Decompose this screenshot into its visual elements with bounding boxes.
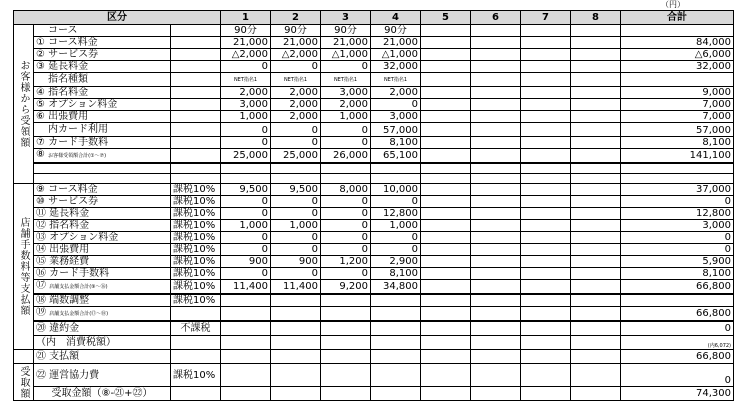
row-total: 5,900 <box>621 256 734 268</box>
table-row <box>14 350 734 364</box>
header-col-5: 5 <box>421 11 471 25</box>
table-row: 指名種類 NET指名1 NET指名1 NET指名1 NET指名1 <box>14 73 734 87</box>
table-row: 内カード利用 0 0 0 57,000 57,000 <box>14 123 734 137</box>
table-row <box>14 336 734 350</box>
table-row: ⑪ 延長料金 課税10% 0 0 0 12,800 12,800 <box>14 208 734 220</box>
row-total: 8,100 <box>621 137 734 149</box>
table-row: ④ 指名料金 2,000 2,000 3,000 2,000 9,000 <box>14 87 734 99</box>
table-row: ⑧ お客様受領額合計(①～⑦) 25,000 25,000 26,000 65,100 141,100 <box>14 149 734 164</box>
row-total: 0 <box>621 321 734 336</box>
row-label: ② サービス券 <box>34 49 171 61</box>
row-label: ③ 延長料金 <box>34 61 171 73</box>
row-total: 0 <box>621 244 734 256</box>
table-row: ② サービス券 △2,000 △2,000 △1,000 △1,000 △6,000 <box>14 49 734 61</box>
tax-label: 課税10% <box>171 256 221 268</box>
tax-note: (内6,072) <box>707 343 732 349</box>
row-total: 9,000 <box>621 87 734 99</box>
row-total: 66,800 <box>621 307 734 322</box>
final-label: 受取金額（⑧-㉑+㉒） <box>34 387 171 401</box>
table-row <box>14 364 734 387</box>
tax-label: 課税10% <box>171 280 221 295</box>
table-row: ⑫ 指名料金 課税10% 1,000 1,000 0 1,000 3,000 <box>14 220 734 232</box>
tax-label: 課税10% <box>171 220 221 232</box>
tax-label: 課税10% <box>171 208 221 220</box>
row-label: ⑭ 出張費用 <box>34 244 171 256</box>
table-row: ⑮ 業務経費 課税10% 900 900 1,200 2,900 5,900 <box>14 256 734 268</box>
tax-label: 課税10% <box>171 184 221 196</box>
row-total: 0 <box>621 232 734 244</box>
tax-label: 課税10% <box>171 232 221 244</box>
header-col-2: 2 <box>271 11 321 25</box>
row-total: 12,800 <box>621 208 734 220</box>
row-total: 84,000 <box>621 37 734 49</box>
row-label: ⑧ お客様受領額合計(①～⑦) <box>34 149 171 164</box>
row-label: 指名種類 <box>34 73 171 87</box>
header-col-3: 3 <box>321 11 371 25</box>
header-col-8: 8 <box>571 11 621 25</box>
row-label: ⑬ オプション料金 <box>34 232 171 244</box>
header-total: 合計 <box>621 11 734 25</box>
row-label: ⑮ 業務経費 <box>34 256 171 268</box>
side-label-receive-amount: 受取額 <box>14 364 34 401</box>
row-label: ⑤ オプション料金 <box>34 99 171 111</box>
tax-label: 不課税 <box>171 321 221 336</box>
row-total: 32,000 <box>621 61 734 73</box>
row-label: ⑪ 延長料金 <box>34 208 171 220</box>
header-kubun: 区分 <box>14 11 221 25</box>
header-col-4: 4 <box>371 11 421 25</box>
unit-label: （円） <box>661 0 685 9</box>
row-total: △6,000 <box>621 49 734 61</box>
row-total: 141,100 <box>621 149 734 164</box>
row-label: ⑥ 出張費用 <box>34 111 171 123</box>
row-total: 57,000 <box>621 123 734 137</box>
side-label-pay: 店舗手数料等支払額 <box>14 184 34 350</box>
tax-label: 課税10% <box>171 244 221 256</box>
table-row: ① コース料金 21,000 21,000 21,000 21,000 84,000 <box>14 37 734 49</box>
side-label-receive: お客様から受領額 <box>14 25 34 184</box>
row-total: 0 <box>621 364 734 387</box>
row-total: 7,000 <box>621 111 734 123</box>
table-row: お客様から受領額 コース 90分 90分 90分 90分 <box>14 25 734 37</box>
row-label: ⑨ コース料金 <box>34 184 171 196</box>
row-total: 66,800 <box>621 280 734 295</box>
header-row <box>14 11 734 25</box>
row-label: ⑲ 店舗支払金額合計(⑰～⑱) <box>34 307 171 322</box>
header-col-1: 1 <box>221 11 271 25</box>
table-row: ⑥ 出張費用 1,000 2,000 1,000 3,000 7,000 <box>14 111 734 123</box>
row-label: ④ 指名料金 <box>34 87 171 99</box>
row-label: コース <box>34 25 171 37</box>
row-label: ⑳ 違約金 <box>34 321 171 336</box>
row-total: 8,100 <box>621 268 734 280</box>
row-total: 0 <box>621 196 734 208</box>
table-row: ⑦ カード手数料 0 0 0 8,100 8,100 <box>14 137 734 149</box>
row-label: 内カード利用 <box>34 123 171 137</box>
table-row: ⑯ カード手数料 課税10% 0 0 0 8,100 8,100 <box>14 268 734 280</box>
spacer-row <box>14 174 734 184</box>
row-label: ㉒ 運営協力費 <box>34 364 171 387</box>
table-row: ⑩ サービス券 課税10% 0 0 0 0 0 <box>14 196 734 208</box>
tax-label: 課税10% <box>171 364 221 387</box>
table-row: ⑭ 出張費用 課税10% 0 0 0 0 0 <box>14 244 734 256</box>
table-row <box>14 294 734 307</box>
row-label: （内 消費税額） <box>34 336 171 350</box>
row-label: ㉑ 支払額 <box>34 350 171 364</box>
row-label: ⑩ サービス券 <box>34 196 171 208</box>
row-total: 3,000 <box>621 220 734 232</box>
table-row <box>14 321 734 336</box>
table-row: ⑰ 店舗支払金額合計(⑨～⑯) 課税10% 11,400 11,400 9,200 34,800 66,800 <box>14 280 734 295</box>
table-row: ⑬ オプション料金 課税10% 0 0 0 0 0 <box>14 232 734 244</box>
row-total: 37,000 <box>621 184 734 196</box>
table-row: 店舗手数料等支払額 ⑨ コース料金 課税10% 9,500 9,500 8,000 10,000 37,000 <box>14 184 734 196</box>
header-col-6: 6 <box>471 11 521 25</box>
tax-label: 課税10% <box>171 196 221 208</box>
row-label: ⑦ カード手数料 <box>34 137 171 149</box>
header-col-7: 7 <box>521 11 571 25</box>
table-row: ③ 延長料金 0 0 0 32,000 32,000 <box>14 61 734 73</box>
final-total: 74,300 <box>621 387 734 401</box>
tax-label: 課税10% <box>171 294 221 307</box>
row-label: ⑫ 指名料金 <box>34 220 171 232</box>
row-label: ⑰ 店舗支払金額合計(⑨～⑯) <box>34 280 171 295</box>
row-total: 66,800 <box>621 350 734 364</box>
table-row: ⑤ オプション料金 3,000 2,000 2,000 0 7,000 <box>14 99 734 111</box>
table-row <box>14 387 734 401</box>
row-label: ⑯ カード手数料 <box>34 268 171 280</box>
row-label: ① コース料金 <box>34 37 171 49</box>
row-label: ⑱ 端数調整 <box>34 294 171 307</box>
spacer-row <box>14 163 734 174</box>
row-total: 7,000 <box>621 99 734 111</box>
table-row <box>14 307 734 322</box>
payment-statement-table <box>13 10 734 401</box>
tax-label: 課税10% <box>171 268 221 280</box>
